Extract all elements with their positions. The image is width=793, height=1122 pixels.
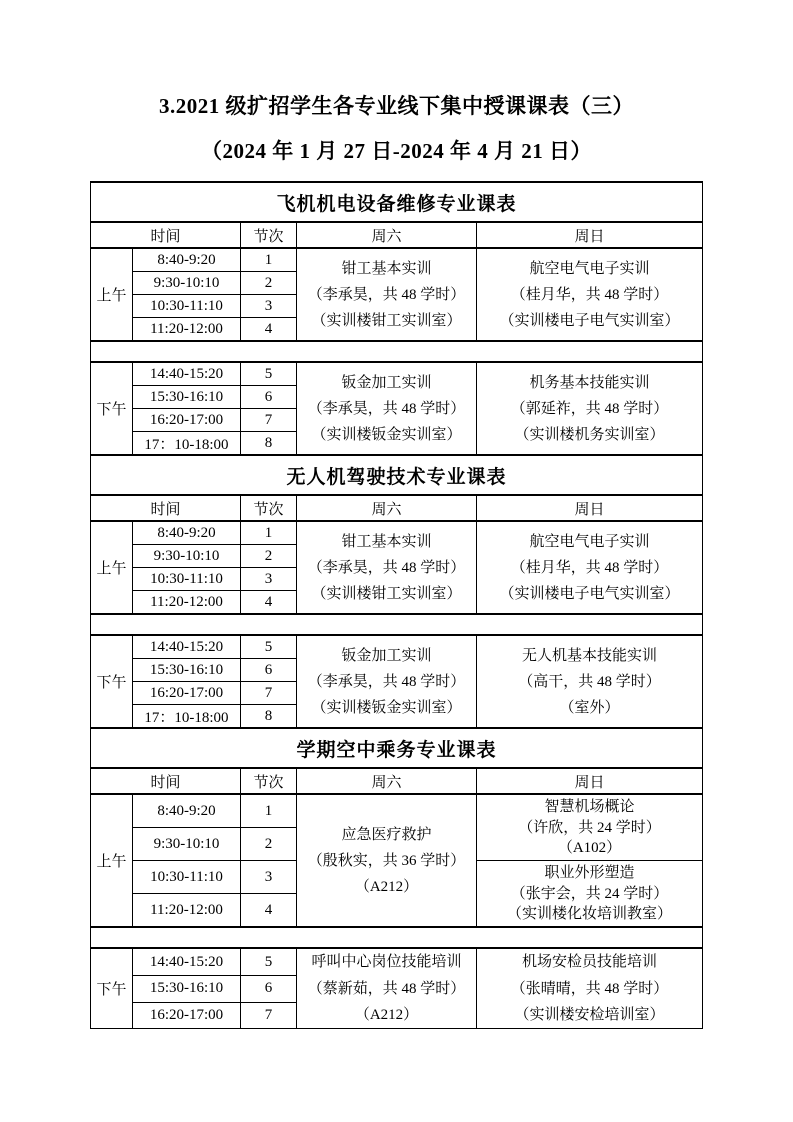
period-cell: 3 — [240, 861, 296, 894]
course-teacher: （张晴晴，共 48 学时） — [510, 980, 669, 997]
session-label: 上午 — [90, 794, 132, 927]
period-cell: 1 — [240, 794, 296, 828]
course-room: （实训楼钳工实训室） — [311, 586, 462, 602]
spacer-row — [90, 927, 702, 948]
course-teacher: （桂月华，共 48 学时） — [510, 559, 669, 576]
course-room: （实训楼钣金实训室） — [311, 427, 462, 443]
course-cell-sunday-second — [476, 861, 702, 928]
course-teacher: （蔡新茹，共 48 学时） — [307, 980, 466, 997]
header-period: 节次 — [240, 495, 296, 521]
course-name: 钣金加工实训 — [341, 374, 432, 391]
course-name: 钳工基本实训 — [341, 260, 432, 277]
period-cell: 8 — [240, 705, 296, 729]
course-cell-sunday — [476, 362, 702, 455]
time-cell: 15:30-16:10 — [132, 659, 240, 682]
period-cell: 1 — [240, 248, 296, 272]
spacer-row — [90, 614, 702, 635]
time-cell: 9:30-10:10 — [132, 828, 240, 861]
course-name: 机务基本技能实训 — [529, 374, 650, 391]
course-teacher: （许欣，共 24 学时） — [518, 819, 661, 836]
time-cell: 11:20-12:00 — [132, 591, 240, 615]
course-name: 呼叫中心岗位技能培训 — [311, 954, 462, 971]
course-name: 应急医疗救护 — [341, 826, 432, 843]
course-room: （实训楼机务实训室） — [514, 427, 665, 443]
course-name: 航空电气电子实训 — [529, 533, 650, 550]
time-cell: 11:20-12:00 — [132, 318, 240, 342]
time-cell: 16:20-17:00 — [132, 409, 240, 432]
period-cell: 6 — [240, 975, 296, 1002]
time-cell: 10:30-11:10 — [132, 861, 240, 894]
header-saturday: 周六 — [296, 495, 476, 521]
time-cell: 17：10-18:00 — [132, 432, 240, 456]
course-room: （实训楼钣金实训室） — [311, 700, 462, 716]
header-saturday: 周六 — [296, 768, 476, 794]
course-table-section-1 — [90, 182, 702, 455]
table-title: 飞机机电设备维修专业课表 — [90, 182, 702, 222]
session-label: 上午 — [90, 521, 132, 614]
period-cell: 5 — [240, 948, 296, 975]
period-cell: 8 — [240, 432, 296, 456]
course-teacher: （李承昊，共 48 学时） — [307, 559, 466, 576]
period-cell: 4 — [240, 894, 296, 928]
period-cell: 5 — [240, 635, 296, 659]
time-cell: 17：10-18:00 — [132, 705, 240, 729]
header-period: 节次 — [240, 768, 296, 794]
course-cell-saturday — [296, 948, 476, 1028]
course-room: （实训楼电子电气实训室） — [499, 313, 680, 329]
course-cell-saturday — [296, 362, 476, 455]
spacer-row — [90, 341, 702, 362]
time-cell: 11:20-12:00 — [132, 894, 240, 928]
course-room: （A212） — [354, 1006, 419, 1023]
session-label: 上午 — [90, 248, 132, 341]
time-cell: 15:30-16:10 — [132, 975, 240, 1002]
period-cell: 6 — [240, 386, 296, 409]
header-saturday: 周六 — [296, 222, 476, 248]
course-cell-saturday — [296, 635, 476, 728]
session-label: 下午 — [90, 948, 132, 1028]
course-teacher: （李承昊，共 48 学时） — [307, 286, 466, 303]
period-cell: 7 — [240, 682, 296, 705]
period-cell: 6 — [240, 659, 296, 682]
page-title: 3.2021 级扩招学生各专业线下集中授课课表（三） — [159, 94, 634, 118]
course-name: 钳工基本实训 — [341, 533, 432, 550]
course-teacher: （张宇会，共 24 学时） — [510, 885, 669, 902]
period-cell: 5 — [240, 362, 296, 386]
course-name: 机场安检员技能培训 — [521, 954, 657, 971]
period-cell: 1 — [240, 521, 296, 545]
course-room: （实训楼化妆培训教室） — [506, 906, 672, 923]
course-room: （实训楼电子电气实训室） — [499, 586, 680, 602]
time-cell: 16:20-17:00 — [132, 1002, 240, 1029]
course-cell-sunday — [476, 948, 702, 1028]
session-label: 下午 — [90, 635, 132, 728]
time-cell: 14:40-15:20 — [132, 362, 240, 386]
period-cell: 7 — [240, 1002, 296, 1029]
course-cell-sunday — [476, 248, 702, 341]
course-room: （A102） — [557, 840, 622, 857]
course-cell-saturday — [296, 794, 476, 927]
course-cell-sunday — [476, 635, 702, 728]
course-table-section-2 — [90, 455, 702, 728]
table-title: 学期空中乘务专业课表 — [90, 728, 702, 768]
time-cell: 14:40-15:20 — [132, 948, 240, 975]
header-sunday: 周日 — [476, 495, 702, 521]
course-room: （室外） — [559, 700, 620, 716]
header-time: 时间 — [90, 768, 240, 794]
period-cell: 2 — [240, 272, 296, 295]
course-name: 智慧机场概论 — [544, 798, 635, 815]
course-name: 无人机基本技能实训 — [521, 647, 657, 664]
course-table-section-3 — [90, 728, 702, 1028]
time-cell: 9:30-10:10 — [132, 272, 240, 295]
course-name: 航空电气电子实训 — [529, 260, 650, 277]
course-room: （实训楼钳工实训室） — [311, 313, 462, 329]
session-label: 下午 — [90, 362, 132, 455]
course-teacher: （殷秋实，共 36 学时） — [307, 852, 466, 869]
course-teacher: （郭延祚，共 48 学时） — [510, 400, 669, 417]
course-name: 钣金加工实训 — [341, 647, 432, 664]
course-teacher: （李承昊，共 48 学时） — [307, 400, 466, 417]
time-cell: 9:30-10:10 — [132, 545, 240, 568]
page-subtitle: （2024 年 1 月 27 日-2024 年 4 月 21 日） — [201, 139, 592, 164]
time-cell: 8:40-9:20 — [132, 248, 240, 272]
time-cell: 16:20-17:00 — [132, 682, 240, 705]
table-title: 无人机驾驶技术专业课表 — [90, 455, 702, 495]
period-cell: 4 — [240, 318, 296, 342]
period-cell: 3 — [240, 568, 296, 591]
course-room: （A212） — [354, 879, 419, 895]
schedule-table — [90, 181, 703, 1029]
period-cell: 4 — [240, 591, 296, 615]
period-cell: 2 — [240, 828, 296, 861]
course-teacher: （桂月华，共 48 学时） — [510, 286, 669, 303]
course-cell-saturday — [296, 521, 476, 614]
time-cell: 10:30-11:10 — [132, 295, 240, 318]
period-cell: 3 — [240, 295, 296, 318]
header-sunday: 周日 — [476, 768, 702, 794]
course-teacher: （高干，共 48 学时） — [518, 673, 661, 690]
time-cell: 10:30-11:10 — [132, 568, 240, 591]
time-cell: 8:40-9:20 — [132, 794, 240, 828]
period-cell: 2 — [240, 545, 296, 568]
course-cell-sunday — [476, 521, 702, 614]
header-period: 节次 — [240, 222, 296, 248]
course-name: 职业外形塑造 — [544, 864, 635, 881]
course-room: （实训楼安检培训室） — [514, 1006, 665, 1023]
time-cell: 15:30-16:10 — [132, 386, 240, 409]
course-cell-saturday — [296, 248, 476, 341]
time-cell: 14:40-15:20 — [132, 635, 240, 659]
header-time: 时间 — [90, 222, 240, 248]
time-cell: 8:40-9:20 — [132, 521, 240, 545]
period-cell: 7 — [240, 409, 296, 432]
header-sunday: 周日 — [476, 222, 702, 248]
course-cell-sunday-first — [476, 794, 702, 861]
course-teacher: （李承昊，共 48 学时） — [307, 673, 466, 690]
header-time: 时间 — [90, 495, 240, 521]
